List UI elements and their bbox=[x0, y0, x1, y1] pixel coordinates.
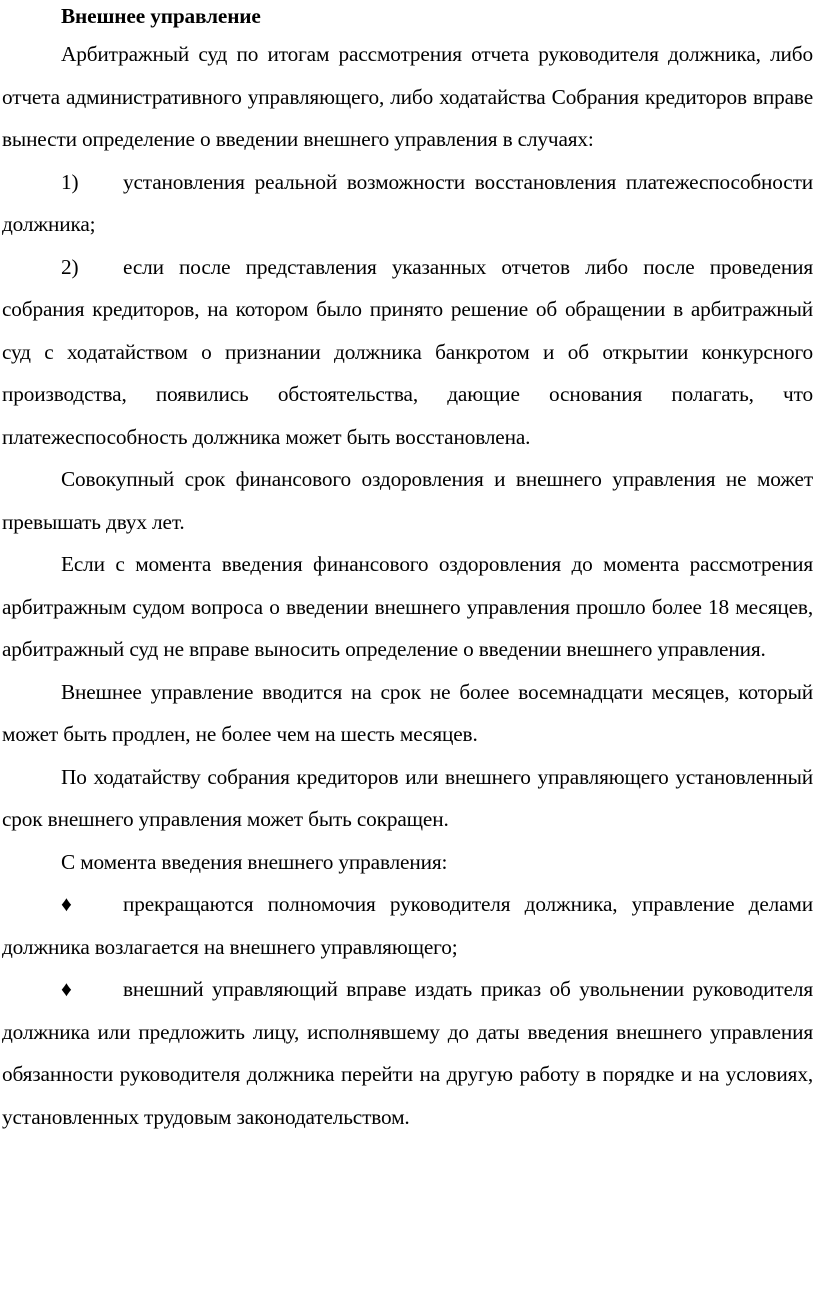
case-item-1 bbox=[2, 161, 813, 246]
diamond-bullet-icon: ♦ bbox=[61, 977, 72, 1001]
case-text-1: установления реальной возможности восстановления платежеспособности должника; bbox=[2, 169, 813, 236]
document-heading: Внешнее управление bbox=[61, 4, 261, 28]
paragraph-total-term: Совокупный срок финансового оздоровления и внешнего управления не может превышать двух лет. bbox=[2, 467, 813, 534]
bullet-item-1 bbox=[2, 883, 813, 968]
case-marker-2: 2) bbox=[61, 254, 79, 279]
case-text-2: если после представления указанных отчетов либо после проведения собрания кредиторов, на котором было принято решение об обращении в арбитражный суд с ходатайством о признании должника банкротом и об открытии конкурсного производства, появились обстоятельства, дающие основания полагать, что платежеспособность должника может быть восстановлена. bbox=[2, 254, 813, 449]
bullet-text-1: прекращаются полномочия руководителя должника, управление делами должника возлагается на внешнего управляющего; bbox=[2, 892, 813, 959]
case-marker-1: 1) bbox=[61, 169, 79, 194]
paragraph-term-limit: Внешнее управление вводится на срок не более восемнадцати месяцев, который может быть продлен, не более чем на шесть месяцев. bbox=[2, 679, 813, 746]
case-item-2 bbox=[2, 246, 813, 459]
bullet-item-2 bbox=[2, 968, 813, 1138]
intro-paragraph: Арбитражный суд по итогам рассмотрения отчета руководителя должника, либо отчета административного управляющего, либо ходатайства Собрания кредиторов вправе вынести определение о введении внешнего управления в случаях: bbox=[2, 42, 813, 151]
paragraph-consequences-intro: С момента введения внешнего управления: bbox=[61, 849, 448, 874]
paragraph-18-months: Если с момента введения финансового оздоровления до момента рассмотрения арбитражным судом вопроса о введении внешнего управления прошло более 18 месяцев, арбитражный суд не вправе выносить определение о введении внешнего управления. bbox=[2, 552, 813, 661]
bullet-text-2: внешний управляющий вправе издать приказ об увольнении руководителя должника или предложить лицу, исполнявшему до даты введения внешнего управления обязанности руководителя должника перейти на другую работу в порядке и на условиях, установленных трудовым законодательством. bbox=[2, 977, 813, 1129]
paragraph-term-shortening: По ходатайству собрания кредиторов или внешнего управляющего установленный срок внешнего управления может быть сокращен. bbox=[2, 764, 813, 831]
diamond-bullet-icon: ♦ bbox=[61, 892, 72, 916]
